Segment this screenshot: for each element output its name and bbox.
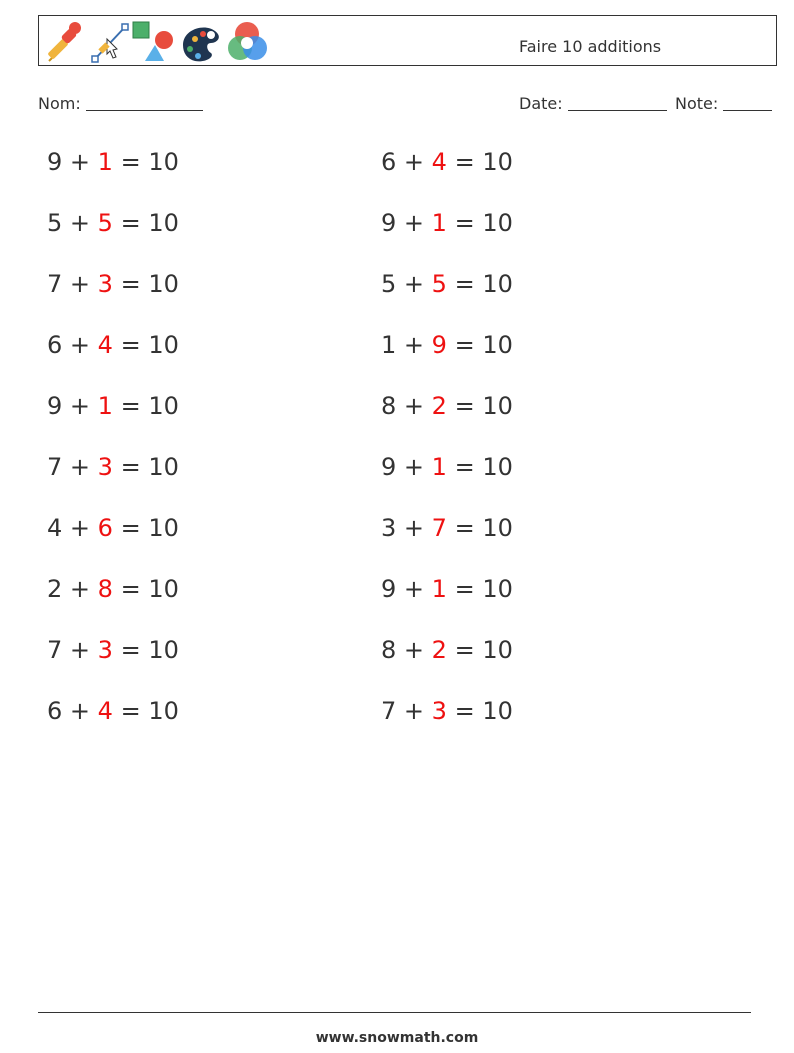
header-icons bbox=[45, 19, 271, 65]
name-field bbox=[38, 94, 203, 113]
answer-addend: 8 bbox=[97, 575, 113, 603]
grade-blank-line[interactable] bbox=[723, 94, 772, 111]
equals-sign: = bbox=[454, 392, 475, 420]
answer-addend: 9 bbox=[431, 331, 447, 359]
plus-sign: + bbox=[403, 453, 425, 481]
worksheet-header bbox=[38, 15, 777, 66]
equals-sign: = bbox=[454, 514, 475, 542]
sum: 10 bbox=[482, 209, 513, 237]
exercise-row bbox=[381, 146, 513, 207]
addend-a: 9 bbox=[381, 209, 397, 237]
addend-a: 9 bbox=[381, 575, 397, 603]
plus-sign: + bbox=[403, 209, 425, 237]
sum: 10 bbox=[148, 697, 179, 725]
sum: 10 bbox=[482, 270, 513, 298]
exercise-row bbox=[381, 512, 513, 573]
exercise-row bbox=[47, 146, 179, 207]
plus-sign: + bbox=[69, 148, 91, 176]
answer-addend: 3 bbox=[97, 270, 113, 298]
plus-sign: + bbox=[403, 514, 425, 542]
equals-sign: = bbox=[454, 331, 475, 359]
grade-field bbox=[675, 94, 772, 113]
exercise-row bbox=[381, 573, 513, 634]
name-blank-line[interactable] bbox=[86, 94, 203, 111]
exercise-row bbox=[47, 390, 179, 451]
grade-label: Note: bbox=[675, 94, 719, 113]
addend-a: 1 bbox=[381, 331, 397, 359]
sum: 10 bbox=[148, 209, 179, 237]
sum: 10 bbox=[482, 392, 513, 420]
equals-sign: = bbox=[120, 575, 141, 603]
exercise-row bbox=[47, 573, 179, 634]
date-field bbox=[519, 94, 667, 113]
exercise-row bbox=[47, 634, 179, 695]
sum: 10 bbox=[482, 697, 513, 725]
addend-a: 7 bbox=[47, 270, 63, 298]
addend-a: 9 bbox=[47, 148, 63, 176]
plus-sign: + bbox=[403, 636, 425, 664]
plus-sign: + bbox=[69, 331, 91, 359]
answer-addend: 3 bbox=[431, 697, 447, 725]
addend-a: 2 bbox=[47, 575, 63, 603]
sum: 10 bbox=[148, 514, 179, 542]
addend-a: 8 bbox=[381, 636, 397, 664]
plus-sign: + bbox=[69, 514, 91, 542]
plus-sign: + bbox=[69, 209, 91, 237]
name-label: Nom: bbox=[38, 94, 81, 113]
equals-sign: = bbox=[120, 514, 141, 542]
answer-addend: 3 bbox=[97, 636, 113, 664]
exercise-row bbox=[381, 207, 513, 268]
addend-a: 5 bbox=[47, 209, 63, 237]
shapes-icon bbox=[133, 22, 173, 61]
equals-sign: = bbox=[120, 331, 141, 359]
exercise-row bbox=[47, 512, 179, 573]
addend-a: 7 bbox=[47, 636, 63, 664]
answer-addend: 5 bbox=[97, 209, 113, 237]
plus-sign: + bbox=[69, 697, 91, 725]
answer-addend: 1 bbox=[431, 575, 447, 603]
date-label: Date: bbox=[519, 94, 563, 113]
plus-sign: + bbox=[403, 148, 425, 176]
addend-a: 7 bbox=[381, 697, 397, 725]
footer-divider bbox=[38, 1012, 751, 1013]
exercise-row bbox=[381, 268, 513, 329]
sum: 10 bbox=[148, 575, 179, 603]
plus-sign: + bbox=[69, 575, 91, 603]
addend-a: 6 bbox=[47, 331, 63, 359]
equals-sign: = bbox=[454, 575, 475, 603]
color-circles-icon bbox=[228, 22, 267, 60]
sum: 10 bbox=[148, 331, 179, 359]
sum: 10 bbox=[148, 453, 179, 481]
date-blank-line[interactable] bbox=[568, 94, 667, 111]
answer-addend: 6 bbox=[97, 514, 113, 542]
addend-a: 9 bbox=[381, 453, 397, 481]
exercise-row bbox=[381, 390, 513, 451]
plus-sign: + bbox=[69, 392, 91, 420]
answer-addend: 1 bbox=[97, 392, 113, 420]
equals-sign: = bbox=[454, 270, 475, 298]
answer-addend: 7 bbox=[431, 514, 447, 542]
plus-sign: + bbox=[403, 697, 425, 725]
sum: 10 bbox=[148, 148, 179, 176]
answer-addend: 3 bbox=[97, 453, 113, 481]
addend-a: 5 bbox=[381, 270, 397, 298]
exercise-column-right bbox=[381, 146, 513, 756]
paint-palette-icon bbox=[183, 27, 219, 61]
sum: 10 bbox=[148, 270, 179, 298]
answer-addend: 1 bbox=[431, 453, 447, 481]
sum: 10 bbox=[148, 392, 179, 420]
equals-sign: = bbox=[454, 636, 475, 664]
exercise-column-left bbox=[47, 146, 179, 756]
equals-sign: = bbox=[454, 697, 475, 725]
addend-a: 7 bbox=[47, 453, 63, 481]
answer-addend: 2 bbox=[431, 636, 447, 664]
equals-sign: = bbox=[120, 453, 141, 481]
plus-sign: + bbox=[69, 270, 91, 298]
footer-site-url[interactable]: www.snowmath.com bbox=[315, 1030, 479, 1046]
answer-addend: 4 bbox=[97, 331, 113, 359]
equals-sign: = bbox=[454, 148, 475, 176]
equals-sign: = bbox=[120, 209, 141, 237]
exercise-row bbox=[47, 268, 179, 329]
plus-sign: + bbox=[403, 331, 425, 359]
equals-sign: = bbox=[120, 697, 141, 725]
answer-addend: 4 bbox=[97, 697, 113, 725]
sum: 10 bbox=[482, 331, 513, 359]
answer-addend: 1 bbox=[431, 209, 447, 237]
plus-sign: + bbox=[69, 453, 91, 481]
equals-sign: = bbox=[120, 270, 141, 298]
equals-sign: = bbox=[454, 209, 475, 237]
answer-addend: 1 bbox=[97, 148, 113, 176]
equals-sign: = bbox=[120, 148, 141, 176]
addend-a: 6 bbox=[381, 148, 397, 176]
exercise-row bbox=[47, 451, 179, 512]
exercise-row bbox=[47, 207, 179, 268]
worksheet-title: Faire 10 additions bbox=[519, 37, 662, 56]
equals-sign: = bbox=[120, 636, 141, 664]
plus-sign: + bbox=[403, 270, 425, 298]
addend-a: 6 bbox=[47, 697, 63, 725]
answer-addend: 4 bbox=[431, 148, 447, 176]
vector-edit-icon bbox=[92, 24, 128, 62]
exercise-row bbox=[381, 695, 513, 756]
addend-a: 4 bbox=[47, 514, 63, 542]
equals-sign: = bbox=[120, 392, 141, 420]
sum: 10 bbox=[482, 575, 513, 603]
sum: 10 bbox=[482, 636, 513, 664]
exercise-row bbox=[381, 634, 513, 695]
sum: 10 bbox=[482, 453, 513, 481]
sum: 10 bbox=[482, 514, 513, 542]
equals-sign: = bbox=[454, 453, 475, 481]
exercise-row bbox=[47, 329, 179, 390]
plus-sign: + bbox=[69, 636, 91, 664]
sum: 10 bbox=[148, 636, 179, 664]
addend-a: 3 bbox=[381, 514, 397, 542]
answer-addend: 5 bbox=[431, 270, 447, 298]
exercise-row bbox=[381, 329, 513, 390]
exercise-row bbox=[381, 451, 513, 512]
plus-sign: + bbox=[403, 392, 425, 420]
sum: 10 bbox=[482, 148, 513, 176]
answer-addend: 2 bbox=[431, 392, 447, 420]
addend-a: 8 bbox=[381, 392, 397, 420]
plus-sign: + bbox=[403, 575, 425, 603]
exercise-row bbox=[47, 695, 179, 756]
addend-a: 9 bbox=[47, 392, 63, 420]
pipette-icon bbox=[47, 22, 81, 61]
